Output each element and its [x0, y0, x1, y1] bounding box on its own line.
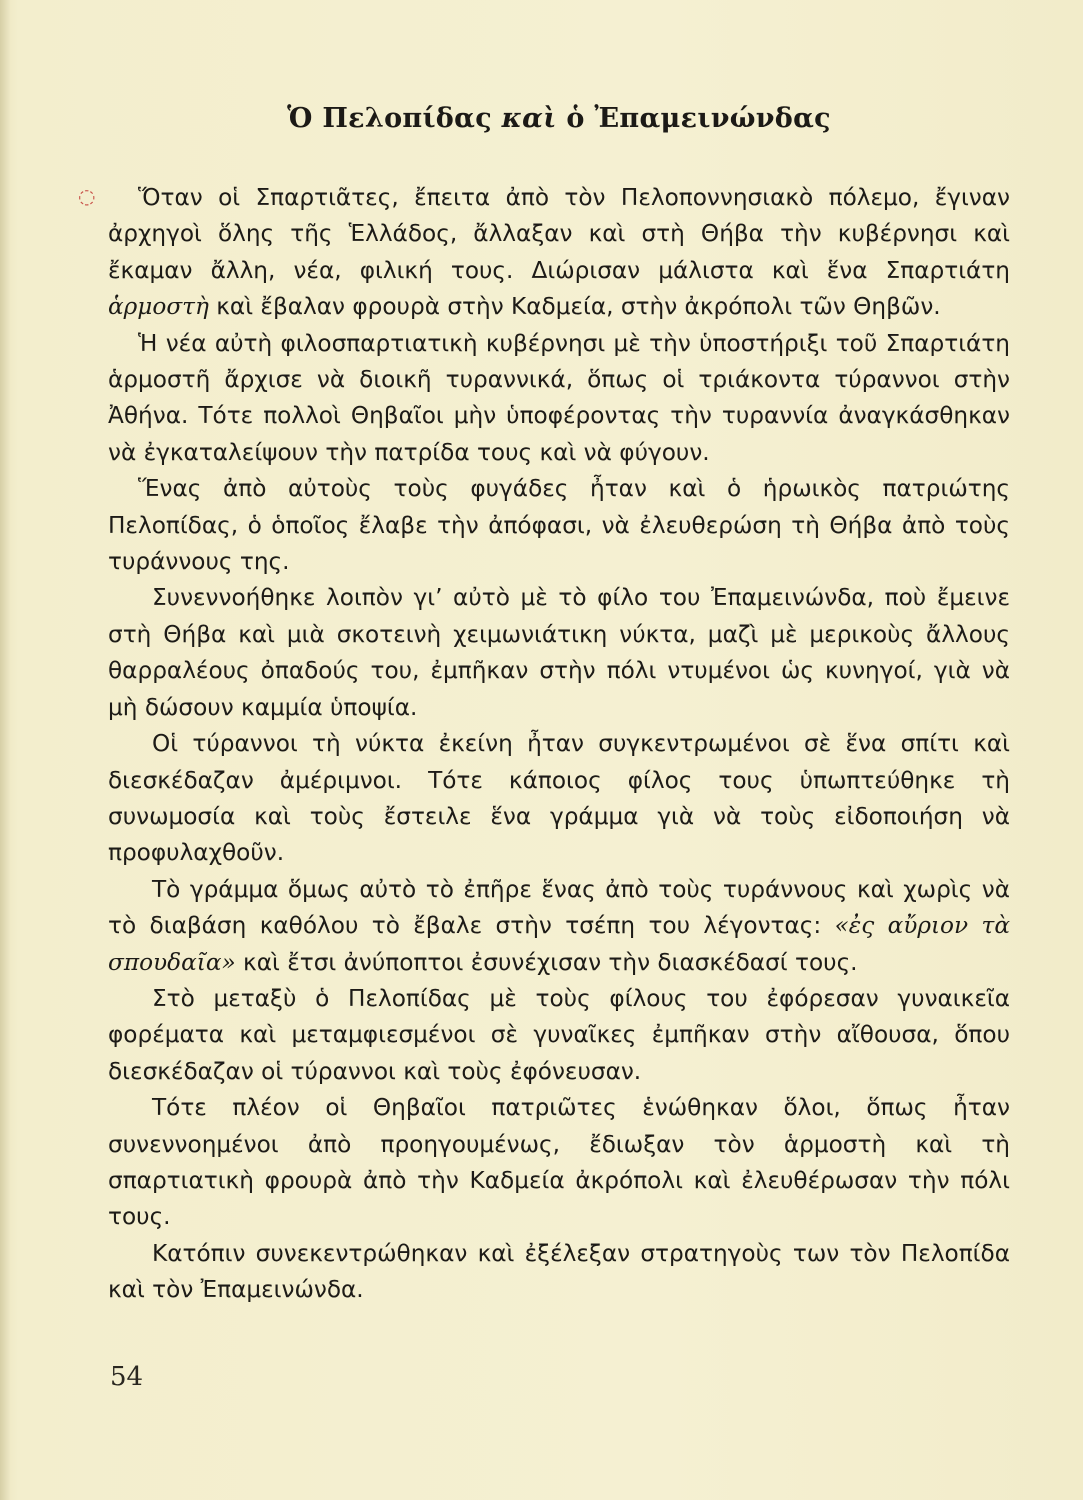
text-segment: Ἕνας ἀπὸ αὐτοὺς τοὺς φυγάδες ἦταν καὶ ὁ ἡρωικὸς πατριώτης Πελοπίδας, ὁ ὁποῖος ἔλαβε τὴν ἀπόφασι, νὰ ἐλευθερώση τὴ Θήβα ἀπὸ τοὺς τυράννους της. — [108, 475, 1010, 576]
title-article: ὁ — [566, 103, 585, 134]
paragraph — [108, 726, 1010, 872]
paragraph — [108, 580, 1010, 726]
text-segment: Ὅταν οἱ Σπαρτιᾶτες, ἔπειτα ἀπὸ τὸν Πελοποννησιακὸ πόλεμο, ἔγιναν ἀρχηγοὶ ὅλης τῆς Ἑλλάδος, ἄλλαξαν καὶ στὴ Θήβα τὴν κυβέρνησι καὶ ἔκαμαν ἄλλη, νέα, φιλική τους. Διώρισαν μάλιστα καὶ ἕνα Σπαρτιάτη — [108, 184, 1010, 284]
text-segment: Τὸ γράμμα ὅμως αὐτὸ τὸ ἐπῆρε ἕνας ἀπὸ τοὺς τυράννους καὶ χωρὶς νὰ τὸ διαβάση καθόλου τὸ ἔβαλε στὴν τσέπη του λέγοντας: — [108, 875, 1010, 940]
text-segment: Ἡ νέα αὐτὴ φιλοσπαρτιατικὴ κυβέρνησι μὲ τὴν ὑποστήριξι τοῦ Σπαρτιάτη ἁρμοστῆ ἄρχισε νὰ διοικῆ τυραννικά, ὅπως οἱ τριάκοντα τύραννοι στὴν Ἀθήνα. Τότε πολλοὶ Θηβαῖοι μὴν ὑποφέροντας τὴν τυραννία ἀναγκάσθηκαν νὰ ἐγκαταλείψουν τὴν πατρίδα τους καὶ νὰ φύγουν. — [108, 329, 1010, 466]
pencil-mark-icon: ◌ — [78, 184, 96, 208]
text-segment: Στὸ μεταξὺ ὁ Πελοπίδας μὲ τοὺς φίλους του ἐφόρεσαν γυναικεῖα φορέματα καὶ μεταμφιεσμένοι σὲ γυναῖκες ἐμπῆκαν στὴν αἴθουσα, ὅπου διεσκέδαζαν οἱ τύραννοι καὶ τοὺς ἐφόνευσαν. — [108, 984, 1010, 1085]
text-segment: καὶ ἔτσι ἀνύποπτοι ἐσυνέχισαν τὴν διασκέδασί τους. — [235, 948, 858, 976]
paragraph — [108, 981, 1010, 1090]
title-connector: καὶ — [501, 103, 557, 134]
text-segment: Συνεννοήθηκε λοιπὸν γι’ αὐτὸ μὲ τὸ φίλο του Ἐπαμεινώνδα, ποὺ ἔμεινε στὴ Θήβα καὶ μιὰ σκοτεινὴ χειμωνιάτικη νύκτα, μαζὶ μὲ μερικοὺς ἄλλους θαρραλέους ὀπαδούς του, ἐμπῆκαν στὴν πόλι ντυμένοι ὡς κυνηγοί, γιὰ νὰ μὴ δώσουν καμμία ὑποψία. — [108, 584, 1010, 721]
title-part-1: Ὁ Πελοπίδας — [287, 103, 492, 134]
text-segment: Κατόπιν συνεκεντρώθηκαν καὶ ἐξέλεξαν στρατηγοὺς των τὸν Πελοπίδα καὶ τὸν Ἐπαμεινώνδα. — [108, 1239, 1010, 1304]
title-part-2: Ἐπαμεινώνδας — [594, 103, 831, 134]
italic-quote: «ἐς αὔριον τὰ σπουδαῖα» — [108, 912, 1010, 976]
text-segment: Οἱ τύραννοι τὴ νύκτα ἐκείνη ἦταν συγκεντρωμένοι σὲ ἕνα σπίτι καὶ διεσκέδαζαν ἀμέριμνοι. Τότε κάποιος φίλος τους ὑπωπτεύθηκε τὴ συνωμοσία καὶ τοὺς ἔστειλε ἕνα γράμμα γιὰ νὰ τοὺς εἰδοποιήση νὰ προφυλαχθοῦν. — [108, 730, 1010, 867]
text-segment: καὶ ἔβαλαν φρουρὰ στὴν Καδμεία, στὴν ἀκρόπολι τῶν Θηβῶν. — [208, 293, 941, 321]
paragraph — [108, 872, 1010, 981]
chapter-title — [108, 103, 1010, 134]
page-number: 54 — [110, 1362, 144, 1392]
page-binding-edge — [0, 0, 10, 1500]
paragraph — [108, 1236, 1010, 1309]
paragraph — [108, 326, 1010, 472]
italic-term: ἁρμοστὴ — [108, 293, 209, 321]
paragraph — [108, 1090, 1010, 1236]
text-segment: Τότε πλέον οἱ Θηβαῖοι πατριῶτες ἑνώθηκαν ὅλοι, ὅπως ἦταν συνεννοημένοι ἀπὸ προηγουμένως, ἔδιωξαν τὸν ἁρμοστὴ καὶ τὴ σπαρτιατικὴ φρουρὰ ἀπὸ τὴν Καδμεία ἀκρόπολι καὶ ἐλευθέρωσαν τὴν πόλι τους. — [108, 1094, 1010, 1231]
body-text — [108, 180, 1010, 1309]
paragraph — [108, 180, 1010, 326]
paragraph — [108, 471, 1010, 580]
